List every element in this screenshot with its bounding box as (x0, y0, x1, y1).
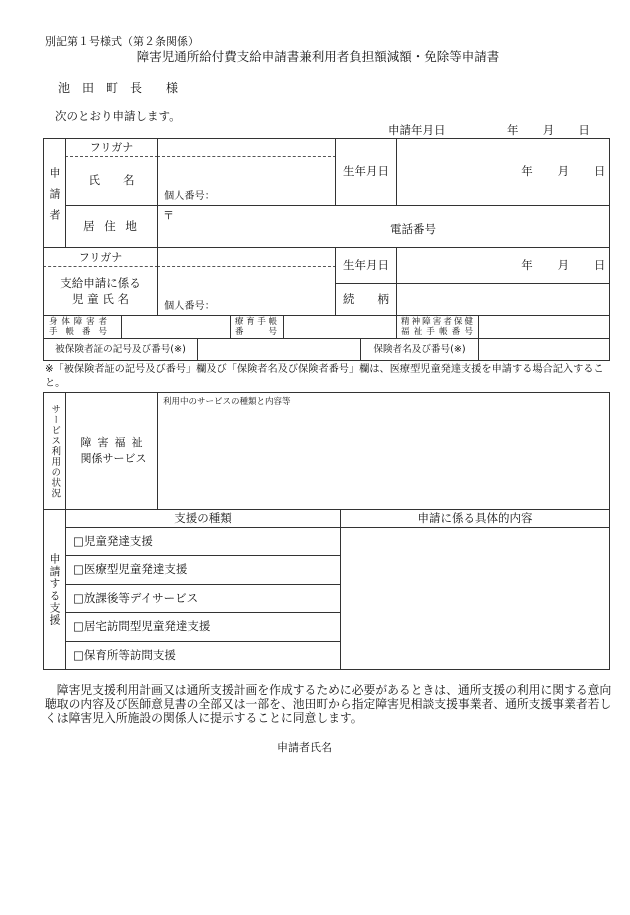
insurer-label: 保険者名及び番号(※) (373, 343, 466, 355)
relation-label: 続 柄 (343, 291, 389, 306)
applicant-personal-number-label: 個人番号： (164, 190, 215, 202)
postal-mark: 〒 (163, 209, 174, 222)
service-category-cell (65, 392, 158, 510)
applicant-section-label: 申請者 (48, 166, 61, 230)
applicant-furigana-label-cell (65, 138, 158, 157)
relation-label-cell (335, 283, 397, 316)
insurance-note: ※「被保険者証の記号及び番号」欄及び「保険者名及び保険者番号」欄は、医療型児童発達支援を申請する場合記入すること。 (45, 364, 604, 389)
rehabilitation-number-field[interactable] (283, 315, 397, 339)
support-item-label: 保育所等訪問支援 (83, 647, 176, 662)
child-birth-label-cell (335, 247, 397, 284)
support-detail-field[interactable] (340, 527, 610, 670)
rehabilitation-label-line: 番 号 (235, 327, 277, 337)
child-name-label-line: 支給申請に係る (60, 275, 141, 290)
insurer-label-cell (360, 338, 479, 361)
application-date-field[interactable]: 年 月 日 (507, 123, 591, 137)
signature-label: 申請者氏名 (277, 741, 332, 754)
relation-field[interactable] (396, 283, 610, 316)
support-item-row (65, 527, 341, 556)
support-item-row (65, 612, 341, 642)
applicant-name-field[interactable] (157, 156, 336, 206)
applicant-address-field[interactable] (157, 205, 610, 248)
support-item-label: 居宅訪問型児童発達支援 (83, 619, 211, 634)
applicant-section-label-cell (43, 138, 66, 248)
physical-disability-label-line: 手 帳 番 号 (49, 327, 107, 337)
applicant-birth-label-cell (335, 138, 397, 206)
service-usage-label: サービス利用の状況 (49, 404, 61, 499)
consent-text: 障害児支援利用計画又は通所支援計画を作成するために必要があるときは、通所支援の利用に関する意向聴取の内容及び医師意見書の全部又は一部を、池田町から指定障害児相談支援事業者、通所支援事業者若しくは障害児入所施設の関係人に提示することに同意します。 (45, 683, 612, 725)
child-name-label-cell (43, 266, 158, 316)
application-date-label: 申請年月日 (388, 123, 446, 137)
child-furigana-field[interactable] (157, 247, 336, 267)
intro-text: 次のとおり申請します。 (55, 109, 181, 123)
form-number: 別記第１号様式（第２条関係） (45, 35, 199, 48)
support-request-label: 申請する支援 (48, 553, 61, 627)
insurer-field[interactable] (478, 338, 610, 361)
support-detail-header-label: 申請に係る具体的内容 (417, 510, 533, 525)
support-detail-header (340, 509, 610, 528)
physical-disability-number-field[interactable] (121, 315, 231, 339)
support-request-label-cell (43, 509, 66, 670)
applicant-furigana-label: フリガナ (89, 141, 134, 154)
service-category-line: 障 害 福 祉 (80, 436, 143, 449)
service-content-field[interactable] (157, 392, 610, 510)
child-name-field[interactable] (157, 266, 336, 316)
mental-health-label-line: 精神障害者保健 (401, 316, 473, 327)
applicant-name-label-cell (65, 156, 158, 206)
support-item-row (65, 584, 341, 613)
addressee: 池 田 町 長 様 (58, 81, 179, 95)
applicant-birth-placeholder: 年 月 日 (521, 164, 606, 179)
form-title: 障害児通所給付費支給申請書兼利用者負担額減額・免除等申請書 (136, 49, 500, 64)
insured-card-field[interactable] (197, 338, 361, 361)
mental-health-label-cell (396, 315, 479, 339)
support-type-header-label: 支援の種類 (174, 510, 232, 525)
applicant-birth-field[interactable] (396, 138, 610, 206)
rehabilitation-label-cell (230, 315, 284, 339)
service-content-caption: 利用中のサービスの種類と内容等 (163, 397, 291, 407)
applicant-name-label: 氏 名 (88, 172, 135, 187)
child-birth-label: 生年月日 (343, 257, 389, 272)
child-birth-placeholder: 年 月 日 (521, 257, 606, 272)
physical-disability-label-cell (43, 315, 122, 339)
service-usage-label-cell (43, 392, 66, 510)
support-item-label: 放課後等デイサービス (83, 590, 199, 605)
physical-disability-label-line: 身体障害者 (49, 316, 107, 327)
child-furigana-label: フリガナ (78, 250, 123, 264)
checkbox[interactable]: □ (73, 619, 84, 634)
insured-card-label: 被保険者証の記号及び番号(※) (55, 343, 186, 355)
child-name-label-line: 児 童 氏 名 (72, 291, 129, 306)
service-category-line: 関係サービス (80, 452, 147, 465)
applicant-address-label-cell (65, 205, 158, 248)
mental-health-number-field[interactable] (478, 315, 610, 339)
mental-health-label-line: 福 祉 手 帳 番 号 (401, 327, 473, 337)
support-type-header (65, 509, 341, 528)
applicant-birth-label: 生年月日 (343, 164, 389, 179)
insured-card-label-cell (43, 338, 198, 361)
checkbox[interactable]: □ (73, 647, 84, 662)
child-furigana-label-cell (43, 247, 158, 267)
child-birth-field[interactable] (396, 247, 610, 284)
checkbox[interactable]: □ (73, 562, 84, 577)
checkbox[interactable]: □ (73, 533, 84, 548)
signature-field[interactable] (340, 736, 600, 758)
phone-label: 電話番号 (390, 222, 436, 236)
support-item-label: 児童発達支援 (83, 533, 153, 548)
support-item-row (65, 555, 341, 585)
applicant-furigana-field[interactable] (157, 138, 336, 157)
support-item-row (65, 641, 341, 670)
checkbox[interactable]: □ (73, 590, 84, 605)
support-item-label: 医療型児童発達支援 (83, 562, 188, 577)
applicant-address-label: 居 住 地 (83, 218, 140, 233)
rehabilitation-label-line: 療育手帳 (235, 316, 277, 327)
child-personal-number-label: 個人番号： (164, 300, 215, 312)
